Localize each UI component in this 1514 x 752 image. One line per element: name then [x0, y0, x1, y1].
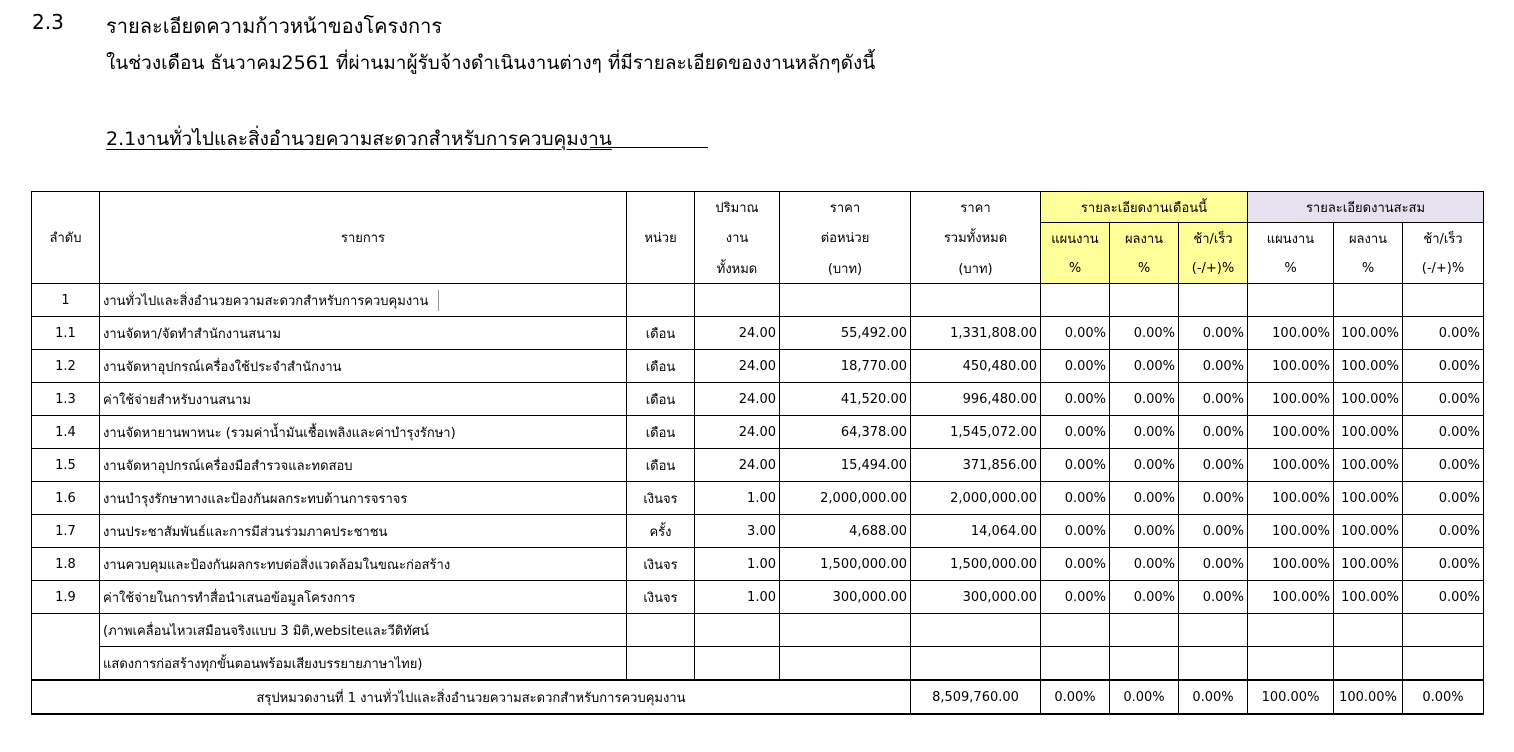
note-empty-cell: [627, 614, 695, 647]
cell-item: งานบำรุงรักษาทางและป้องกันผลกระทบด้านการจราจร: [100, 482, 627, 515]
cell-c-plan: 100.00%: [1248, 581, 1334, 614]
cell-c-plan: 100.00%: [1248, 515, 1334, 548]
cell-m-result: 0.00%: [1110, 515, 1179, 548]
cell-item: งานควบคุมและป้องกันผลกระทบต่อสิ่งแวดล้อมในขณะก่อสร้าง: [100, 548, 627, 581]
cell-qty: 24.00: [695, 317, 780, 350]
cell-c-diff: 0.00%: [1403, 350, 1484, 383]
cell-c-result: 100.00%: [1334, 317, 1403, 350]
group-m-diff: [1179, 284, 1248, 317]
cell-m-plan: 0.00%: [1041, 350, 1110, 383]
table-row: [32, 548, 1484, 581]
summary-c-diff: 0.00%: [1403, 680, 1484, 714]
summary-m-diff: 0.00%: [1179, 680, 1248, 714]
cell-m-result: 0.00%: [1110, 548, 1179, 581]
cell-no: 1.6: [32, 482, 100, 515]
cell-no: 1.2: [32, 350, 100, 383]
table-row: [32, 416, 1484, 449]
summary-total: 8,509,760.00: [911, 680, 1041, 714]
cell-no: 1.1: [32, 317, 100, 350]
cell-price: 4,688.00: [780, 515, 911, 548]
note-empty-cell: [1179, 647, 1248, 681]
cell-m-plan: 0.00%: [1041, 482, 1110, 515]
header-cum-diff: ช้า/เร็ว: [1403, 223, 1484, 254]
note-empty-cell: [1110, 647, 1179, 681]
note-text: (ภาพเคลื่อนไหวเสมือนจริงแบบ 3 มิติ,websiteและวีดิทัศน์: [100, 614, 627, 647]
cell-price: 55,492.00: [780, 317, 911, 350]
group-total: [911, 284, 1041, 317]
cell-qty: 1.00: [695, 482, 780, 515]
cell-unit: ครั้ง: [627, 515, 695, 548]
table-row: [32, 515, 1484, 548]
cell-c-diff: 0.00%: [1403, 548, 1484, 581]
cell-item: ค่าใช้จ่ายสำหรับงานสนาม: [100, 383, 627, 416]
section-title: รายละเอียดความก้าวหน้าของโครงการ: [106, 14, 443, 38]
note-empty-cell: [911, 647, 1041, 681]
cell-m-diff: 0.00%: [1179, 482, 1248, 515]
header-item-top: [100, 192, 627, 223]
section-number: 2.3: [32, 10, 64, 34]
cell-m-diff: 0.00%: [1179, 515, 1248, 548]
header-month-diff-pct: (-/+)%: [1179, 253, 1248, 284]
note-row: [32, 647, 1484, 681]
note-text: แสดงการก่อสร้างทุกขั้นตอนพร้อมเสียงบรรยายภาษาไทย): [100, 647, 627, 681]
note-empty-cell: [1041, 614, 1110, 647]
header-month-plan-pct: %: [1041, 253, 1110, 284]
cell-price: 41,520.00: [780, 383, 911, 416]
note-empty-cell: [780, 647, 911, 681]
header-qty-1: ปริมาณ: [695, 192, 780, 223]
cell-total: 371,856.00: [911, 449, 1041, 482]
cell-qty: 24.00: [695, 350, 780, 383]
cell-unit: เดือน: [627, 416, 695, 449]
summary-row: [32, 680, 1484, 714]
header-row-3: [32, 253, 1484, 284]
summary-m-plan: 0.00%: [1041, 680, 1110, 714]
cell-c-plan: 100.00%: [1248, 482, 1334, 515]
group-qty: [695, 284, 780, 317]
header-no: ลำดับ: [32, 223, 100, 254]
cell-m-plan: 0.00%: [1041, 515, 1110, 548]
cell-item: งานจัดหา/จัดทำสำนักงานสนาม: [100, 317, 627, 350]
cell-price: 300,000.00: [780, 581, 911, 614]
cell-c-plan: 100.00%: [1248, 416, 1334, 449]
group-c-result: [1334, 284, 1403, 317]
cell-c-diff: 0.00%: [1403, 515, 1484, 548]
cell-m-plan: 0.00%: [1041, 581, 1110, 614]
cell-qty: 3.00: [695, 515, 780, 548]
header-total-2: รวมทั้งหมด: [911, 223, 1041, 254]
header-item: รายการ: [100, 223, 627, 254]
header-month-plan: แผนงาน: [1041, 223, 1110, 254]
cell-m-result: 0.00%: [1110, 350, 1179, 383]
summary-c-plan: 100.00%: [1248, 680, 1334, 714]
cell-total: 1,331,808.00: [911, 317, 1041, 350]
table-row: [32, 449, 1484, 482]
cell-no: 1.8: [32, 548, 100, 581]
note-empty-cell: [695, 614, 780, 647]
header-row-2: [32, 223, 1484, 254]
cell-total: 996,480.00: [911, 383, 1041, 416]
group-c-diff: [1403, 284, 1484, 317]
cell-price: 18,770.00: [780, 350, 911, 383]
cell-no: 1.7: [32, 515, 100, 548]
cell-m-result: 0.00%: [1110, 581, 1179, 614]
note-empty-cell: [911, 614, 1041, 647]
cell-qty: 24.00: [695, 416, 780, 449]
header-cum-group: รายละเอียดงานสะสม: [1248, 192, 1484, 223]
cell-price: 1,500,000.00: [780, 548, 911, 581]
cell-qty: 24.00: [695, 449, 780, 482]
cell-unit: เดือน: [627, 350, 695, 383]
cell-m-plan: 0.00%: [1041, 548, 1110, 581]
cell-item: งานจัดหายานพาหนะ (รวมค่าน้ำมันเชื้อเพลิงและค่าบำรุงรักษา): [100, 416, 627, 449]
cell-m-plan: 0.00%: [1041, 416, 1110, 449]
note-empty-cell: [1110, 614, 1179, 647]
header-month-result-pct: %: [1110, 253, 1179, 284]
cell-total: 450,480.00: [911, 350, 1041, 383]
cell-m-diff: 0.00%: [1179, 581, 1248, 614]
cell-c-plan: 100.00%: [1248, 548, 1334, 581]
cell-unit: เงินจร: [627, 548, 695, 581]
header-total-1: ราคา: [911, 192, 1041, 223]
header-item-bottom: [100, 253, 627, 284]
note-empty-cell: [1334, 614, 1403, 647]
header-qty-3: ทั้งหมด: [695, 253, 780, 284]
cell-c-diff: 0.00%: [1403, 317, 1484, 350]
note-empty-cell: [695, 647, 780, 681]
note-no-cell: [32, 647, 100, 681]
summary-label: สรุปหมวดงานที่ 1 งานทั่วไปและสิ่งอำนวยความสะดวกสำหรับการควบคุมงาน: [32, 680, 911, 714]
cell-item: ค่าใช้จ่ายในการทำสื่อนำเสนอข้อมูลโครงการ: [100, 581, 627, 614]
header-cum-plan: แผนงาน: [1248, 223, 1334, 254]
group-m-plan: [1041, 284, 1110, 317]
subsection-heading: 2.1งานทั่วไปและสิ่งอำนวยความสะดวกสำหรับการควบคุมงาน: [106, 128, 612, 150]
header-no-bottom: [32, 253, 100, 284]
cell-price: 2,000,000.00: [780, 482, 911, 515]
note-no-cell: [32, 614, 100, 647]
group-m-result: [1110, 284, 1179, 317]
cell-total: 300,000.00: [911, 581, 1041, 614]
group-c-plan: [1248, 284, 1334, 317]
header-total-3: (บาท): [911, 253, 1041, 284]
cell-c-result: 100.00%: [1334, 482, 1403, 515]
cell-total: 2,000,000.00: [911, 482, 1041, 515]
group-row: [32, 284, 1484, 317]
cell-price: 64,378.00: [780, 416, 911, 449]
cell-c-plan: 100.00%: [1248, 383, 1334, 416]
header-price-2: ต่อหน่วย: [780, 223, 911, 254]
cell-unit: เดือน: [627, 383, 695, 416]
header-month-group: รายละเอียดงานเดือนนี้: [1041, 192, 1248, 223]
note-empty-cell: [1334, 647, 1403, 681]
note-empty-cell: [1403, 647, 1484, 681]
cell-m-result: 0.00%: [1110, 449, 1179, 482]
header-cum-diff-pct: (-/+)%: [1403, 253, 1484, 284]
cell-unit: เงินจร: [627, 482, 695, 515]
note-empty-cell: [627, 647, 695, 681]
header-cum-plan-pct: %: [1248, 253, 1334, 284]
cell-m-diff: 0.00%: [1179, 548, 1248, 581]
cell-c-result: 100.00%: [1334, 383, 1403, 416]
header-unit: หน่วย: [627, 223, 695, 254]
cell-c-result: 100.00%: [1334, 515, 1403, 548]
header-unit-bottom: [627, 253, 695, 284]
note-empty-cell: [1248, 647, 1334, 681]
table-row: [32, 482, 1484, 515]
cell-c-diff: 0.00%: [1403, 416, 1484, 449]
progress-table: [31, 191, 1484, 715]
cell-item: งานจัดหาอุปกรณ์เครื่องใช้ประจำสำนักงาน: [100, 350, 627, 383]
cell-m-result: 0.00%: [1110, 383, 1179, 416]
group-unit: [627, 284, 695, 317]
cell-m-plan: 0.00%: [1041, 383, 1110, 416]
cell-m-result: 0.00%: [1110, 416, 1179, 449]
cell-qty: 1.00: [695, 548, 780, 581]
cell-c-plan: 100.00%: [1248, 317, 1334, 350]
table-row: [32, 317, 1484, 350]
header-price-3: (บาท): [780, 253, 911, 284]
note-empty-cell: [780, 614, 911, 647]
cell-c-result: 100.00%: [1334, 416, 1403, 449]
cell-m-result: 0.00%: [1110, 482, 1179, 515]
cell-total: 1,545,072.00: [911, 416, 1041, 449]
group-item: [100, 284, 627, 317]
cell-qty: 24.00: [695, 383, 780, 416]
header-cum-result: ผลงาน: [1334, 223, 1403, 254]
cell-c-diff: 0.00%: [1403, 581, 1484, 614]
header-price-1: ราคา: [780, 192, 911, 223]
header-qty-2: งาน: [695, 223, 780, 254]
summary-c-result: 100.00%: [1334, 680, 1403, 714]
table-row: [32, 581, 1484, 614]
note-empty-cell: [1403, 614, 1484, 647]
header-no-top: [32, 192, 100, 223]
cell-m-result: 0.00%: [1110, 317, 1179, 350]
cell-c-plan: 100.00%: [1248, 449, 1334, 482]
subsection-underline: [590, 147, 708, 148]
cell-unit: เงินจร: [627, 581, 695, 614]
cell-m-plan: 0.00%: [1041, 317, 1110, 350]
cell-unit: เดือน: [627, 449, 695, 482]
note-row: [32, 614, 1484, 647]
note-empty-cell: [1041, 647, 1110, 681]
group-no: 1: [32, 284, 100, 317]
cell-c-diff: 0.00%: [1403, 383, 1484, 416]
group-item-label: งานทั่วไปและสิ่งอำนวยความสะดวกสำหรับการควบคุมงาน: [103, 290, 439, 311]
section-subtitle: ในช่วงเดือน ธันวาคม2561 ที่ผ่านมาผู้รับจ้างดำเนินงานต่างๆ ที่มีรายละเอียดของงานหลักๆดังนี้: [106, 52, 876, 74]
group-price: [780, 284, 911, 317]
cell-c-result: 100.00%: [1334, 350, 1403, 383]
cell-no: 1.3: [32, 383, 100, 416]
table-row: [32, 383, 1484, 416]
header-month-result: ผลงาน: [1110, 223, 1179, 254]
cell-total: 14,064.00: [911, 515, 1041, 548]
cell-c-result: 100.00%: [1334, 449, 1403, 482]
header-month-diff: ช้า/เร็ว: [1179, 223, 1248, 254]
cell-price: 15,494.00: [780, 449, 911, 482]
table-row: [32, 350, 1484, 383]
cell-c-diff: 0.00%: [1403, 482, 1484, 515]
cell-c-plan: 100.00%: [1248, 350, 1334, 383]
cell-c-diff: 0.00%: [1403, 449, 1484, 482]
cell-m-diff: 0.00%: [1179, 416, 1248, 449]
cell-no: 1.9: [32, 581, 100, 614]
cell-no: 1.4: [32, 416, 100, 449]
cell-c-result: 100.00%: [1334, 581, 1403, 614]
header-cum-result-pct: %: [1334, 253, 1403, 284]
cell-m-diff: 0.00%: [1179, 383, 1248, 416]
cell-c-result: 100.00%: [1334, 548, 1403, 581]
cell-unit: เดือน: [627, 317, 695, 350]
header-unit-top: [627, 192, 695, 223]
note-empty-cell: [1248, 614, 1334, 647]
cell-total: 1,500,000.00: [911, 548, 1041, 581]
cell-m-diff: 0.00%: [1179, 317, 1248, 350]
cell-m-plan: 0.00%: [1041, 449, 1110, 482]
summary-m-result: 0.00%: [1110, 680, 1179, 714]
note-empty-cell: [1179, 614, 1248, 647]
cell-item: งานจัดหาอุปกรณ์เครื่องมือสำรวจและทดสอบ: [100, 449, 627, 482]
header-row-1: [32, 192, 1484, 223]
cell-item: งานประชาสัมพันธ์และการมีส่วนร่วมภาคประชาชน: [100, 515, 627, 548]
cell-qty: 1.00: [695, 581, 780, 614]
cell-no: 1.5: [32, 449, 100, 482]
cell-m-diff: 0.00%: [1179, 350, 1248, 383]
cell-m-diff: 0.00%: [1179, 449, 1248, 482]
